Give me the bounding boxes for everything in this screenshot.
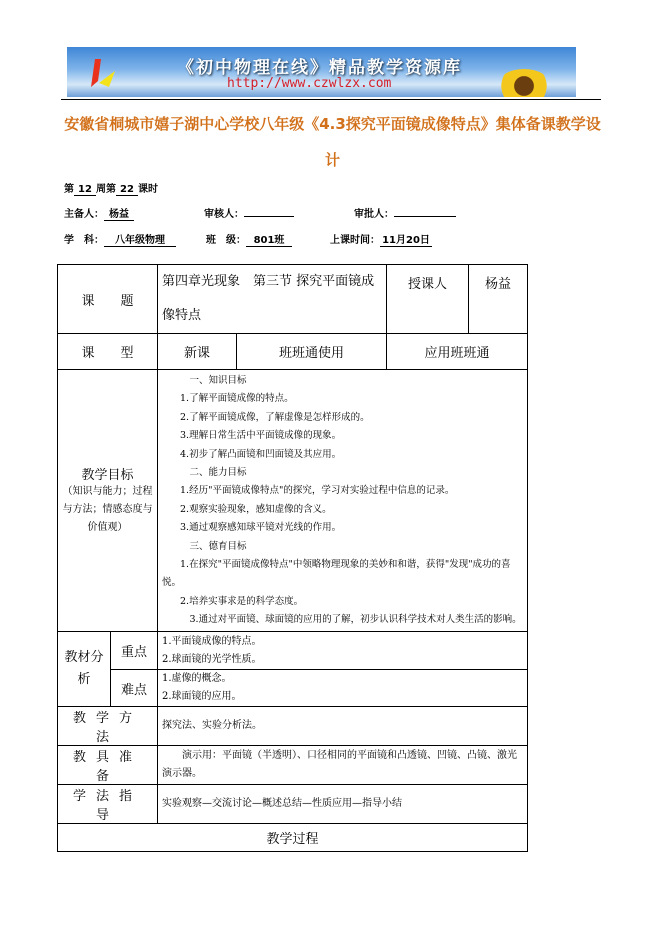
logo-icon	[89, 57, 117, 91]
difficult-points	[158, 670, 528, 707]
week-line: 第 12 周第 22 课时	[64, 184, 158, 195]
method-label: 教学方法	[58, 707, 158, 746]
goal-item: 3.理解日常生活中平面镜成像的现象。	[180, 430, 342, 442]
goal-item: 三、德育目标	[180, 540, 247, 552]
goal-item: 3.通过对平面镜、球面镜的应用的了解，初步认识科学技术对人类生活的影响。	[180, 614, 522, 626]
goal-item: 4.初步了解凸面镜和凹面镜及其应用。	[180, 448, 342, 460]
key-item: 1.平面镜成像的特点。	[162, 635, 262, 647]
goal-item: 一、知识目标	[180, 375, 247, 386]
key-label: 重点	[111, 632, 158, 670]
study: 实验观察—交流讨论—概述总结—性质应用—指导小结	[158, 785, 528, 824]
goal-item: 1.了解平面镜成像的特点。	[180, 393, 294, 405]
goal-item: 3.通过观察感知球平镜对光线的作用。	[180, 522, 342, 534]
lesson-plan-table	[57, 264, 528, 852]
divider	[61, 99, 601, 100]
topic: 第四章光现象 第三节 探究平面镜成像特点	[158, 265, 387, 334]
goals-label-cell	[58, 370, 158, 632]
tools: 演示用：平面镜（半透明）、口径相同的平面镜和凸透镜、凹镜、凸镜、激光演示器。	[158, 746, 528, 785]
document-title: 安徽省桐城市嬉子湖中心学校八年级《4.3探究平面镜成像特点》集体备课教学设计	[64, 115, 601, 169]
banner-title: 《初中物理在线》精品教学资源库	[177, 58, 462, 78]
difficult-item: 2.球面镜的应用。	[162, 691, 242, 702]
teacher-label: 授课人	[387, 265, 469, 334]
analysis-label: 教材分析	[58, 632, 111, 707]
process-label: 教学过程	[58, 824, 528, 852]
difficult-item: 1.虚像的概念。	[162, 673, 232, 684]
goals-sub: （知识与能力；过程与方法；情感态度与价值观）	[62, 486, 153, 533]
goals-list	[158, 370, 528, 632]
bbt-app: 应用班班通	[387, 334, 528, 370]
sunflower-image	[497, 69, 551, 97]
header-banner	[67, 47, 576, 97]
banner-url: http://www.czwlzx.com	[227, 76, 392, 91]
method: 探究法、实验分析法。	[158, 707, 528, 746]
class-line: 学 科： 八年级物理 班 级： 801班 上课时间： 11月20日	[64, 231, 432, 247]
teacher: 杨益	[469, 265, 528, 334]
bbt-use: 班班通使用	[237, 334, 387, 370]
goal-item: 2.了解平面镜成像，了解虚像是怎样形成的。	[180, 411, 370, 423]
study-label: 学法指导	[58, 785, 158, 824]
topic-label: 课 题	[58, 265, 158, 334]
goal-item: 二、能力目标	[180, 467, 247, 479]
key-item: 2.球面镜的光学性质。	[162, 653, 262, 665]
goals-label: 教学目标	[81, 468, 134, 483]
tools-label: 教具准备	[58, 746, 158, 785]
difficult-label: 难点	[111, 670, 158, 707]
goal-item: 1.在探究"平面镜成像特点"中领略物理现象的美妙和和谐，获得"发现"成功的喜悦。	[162, 559, 511, 589]
goal-item: 2.观察实验现象，感知虚像的含义。	[180, 503, 332, 515]
type-label: 课 型	[58, 334, 158, 370]
goal-item: 1.经历"平面镜成像特点"的探究，学习对实验过程中信息的记录。	[180, 485, 455, 497]
goal-item: 2.培养实事求是的科学态度。	[180, 595, 304, 607]
type: 新课	[158, 334, 237, 370]
people-line: 主备人： 杨益 审核人： 审批人：	[64, 205, 456, 221]
key-points	[158, 632, 528, 670]
